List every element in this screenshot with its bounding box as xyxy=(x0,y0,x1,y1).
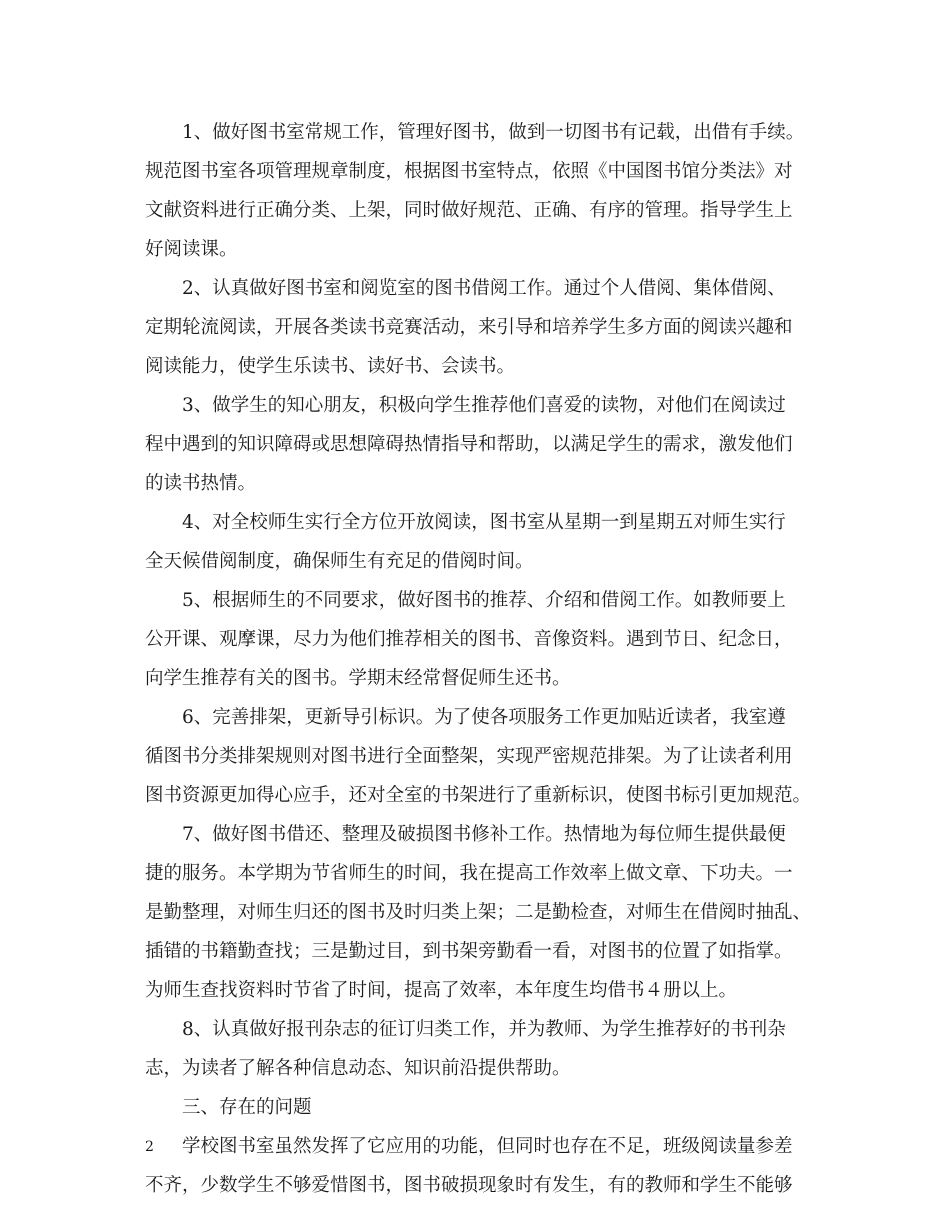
text-line: 4、对全校师生实行全方位开放阅读，图书室从星期一到星期五对师生实行 xyxy=(182,512,786,533)
text-line: 定期轮流阅读，开展各类读书竞赛活动，来引导和培养学生多方面的阅读兴趣和 xyxy=(145,317,793,338)
text-line: 程中遇到的知识障碍或思想障碍热情指导和帮助，以满足学生的需求，激发他们 xyxy=(145,434,793,455)
text-line: 图书资源更加得心应手，还对全室的书架进行了重新标识，使图书标引更加规范。 xyxy=(145,785,812,806)
text-line: 文献资料进行正确分类、上架，同时做好规范、正确、有序的管理。指导学生上 xyxy=(145,200,793,221)
text-line: 2、认真做好图书室和阅览室的图书借阅工作。通过个人借阅、集体借阅、 xyxy=(182,278,786,299)
text-line: 不齐，少数学生不够爱惜图书，图书破损现象时有发生，有的教师和学生不能够 xyxy=(145,1175,793,1196)
text-line: 为师生查找资料时节省了时间，提高了效率，本年度生均借书４册以上。 xyxy=(145,980,738,1001)
text-line: 7、做好图书借还、整理及破损图书修补工作。热情地为每位师生提供最便 xyxy=(182,824,786,845)
text-line: 公开课、观摩课，尽力为他们推荐相关的图书、音像资料。遇到节日、纪念日， xyxy=(145,629,793,650)
text-line: 插错的书籍勤查找；三是勤过目，到书架旁勤看一看，对图书的位置了如指掌。 xyxy=(145,941,793,962)
text-line: 3、做学生的知心朋友，积极向学生推荐他们喜爱的读物，对他们在阅读过 xyxy=(182,395,786,416)
text-line: 全天候借阅制度，确保师生有充足的借阅时间。 xyxy=(145,551,534,572)
text-line: 的读书热情。 xyxy=(145,473,257,494)
text-line: 学校图书室虽然发挥了它应用的功能，但同时也存在不足，班级阅读量参差 xyxy=(182,1136,793,1157)
text-line: 阅读能力，使学生乐读书、读好书、会读书。 xyxy=(145,356,516,377)
text-line: 8、认真做好报刊杂志的征订归类工作，并为教师、为学生推荐好的书刊杂 xyxy=(182,1019,786,1040)
text-line: 5、根据师生的不同要求，做好图书的推荐、介绍和借阅工作。如教师要上 xyxy=(182,590,786,611)
text-line: 向学生推荐有关的图书。学期末经常督促师生还书。 xyxy=(145,668,571,689)
text-line: 规范图书室各项管理规章制度，根据图书室特点，依照《中国图书馆分类法》对 xyxy=(145,161,793,182)
text-line: 是勤整理，对师生归还的图书及时归类上架；二是勤检查，对师生在借阅时抽乱、 xyxy=(145,902,812,923)
text-line: 6、完善排架，更新导引标识。为了使各项服务工作更加贴近读者，我室遵 xyxy=(182,707,786,728)
text-line: 1、做好图书室常规工作，管理好图书，做到一切图书有记载，出借有手续。 xyxy=(182,122,805,143)
text-line: 循图书分类排架规则对图书进行全面整架，实现严密规范排架。为了让读者利用 xyxy=(145,746,793,767)
text-line: 三、存在的问题 xyxy=(182,1097,312,1118)
document-body xyxy=(145,118,820,1210)
text-line: 好阅读课。 xyxy=(145,239,238,260)
page-number: 2 xyxy=(145,1139,154,1155)
text-line: 捷的服务。本学期为节省师生的时间，我在提高工作效率上做文章、下功夫。一 xyxy=(145,863,793,884)
text-line: 志，为读者了解各种信息动态、知识前沿提供帮助。 xyxy=(145,1058,571,1079)
